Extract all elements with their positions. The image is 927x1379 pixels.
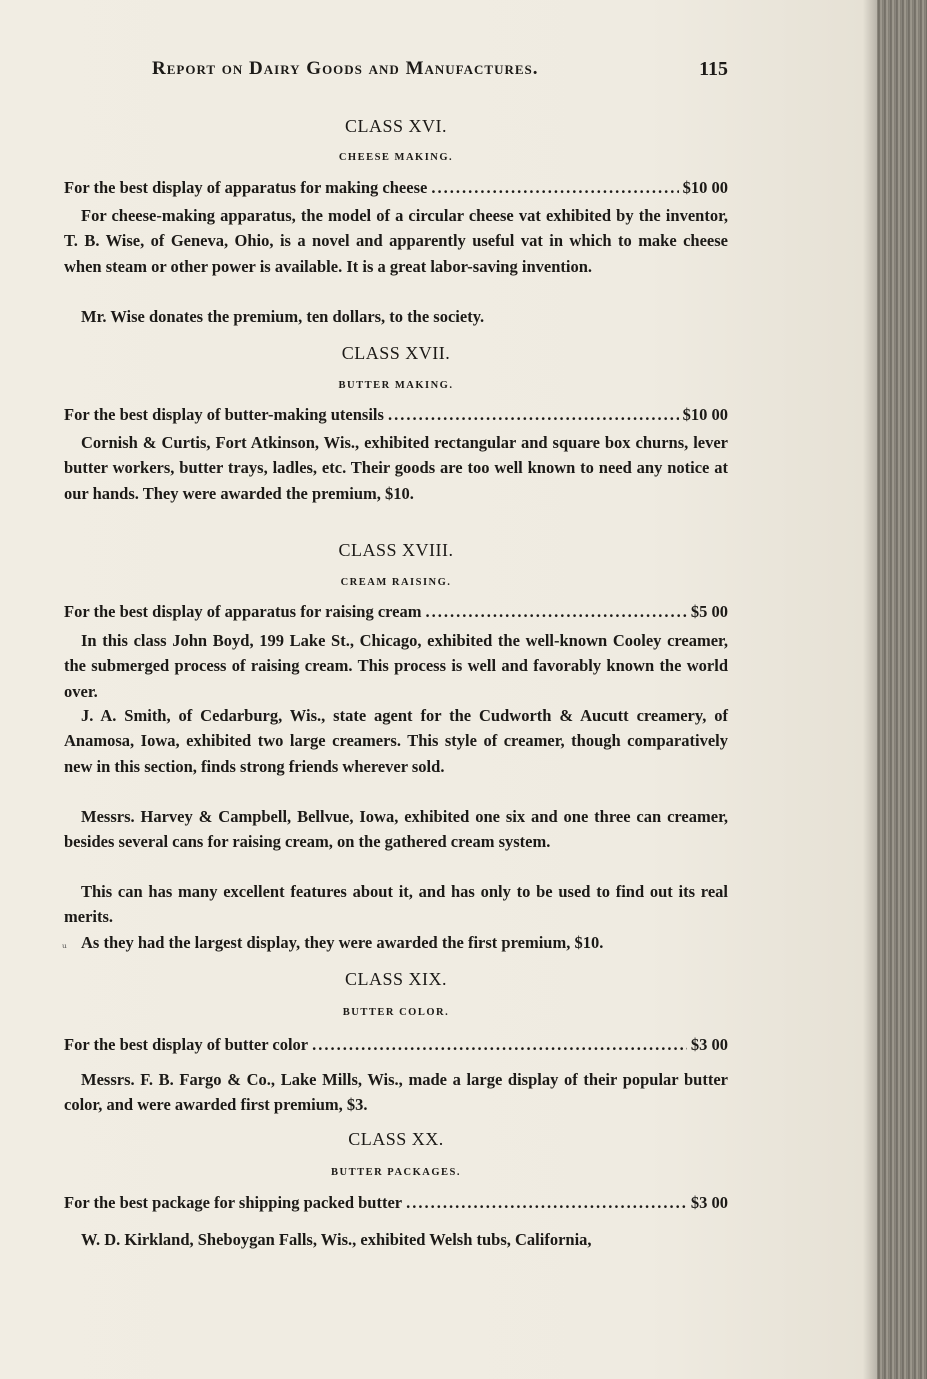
class-heading: CLASS XX.	[348, 1129, 444, 1149]
paragraph: This can has many excellent features about it, and has only to be used to find out its real merits.	[64, 882, 728, 927]
award-line	[64, 1035, 728, 1055]
award-line	[64, 178, 728, 198]
class-heading: CLASS XVIII.	[338, 540, 454, 560]
class-heading: CLASS XVI.	[344, 116, 447, 136]
paragraph: J. A. Smith, of Cedarburg, Wis., state agent for the Cudworth & Aucutt creamery, of Anamosa, Iowa, exhibited two large creamers. This style of creamer, though comparatively new in this section, finds strong friends wherever sold.	[64, 706, 728, 776]
running-title: Report on Dairy Goods and Manufactures.	[152, 58, 539, 79]
award-amount: $5 00	[690, 602, 728, 621]
leader-dots	[426, 602, 687, 622]
award-amount: $3 00	[690, 1193, 728, 1212]
running-header	[64, 58, 728, 84]
class-subtitle: CHEESE MAKING.	[338, 152, 454, 163]
class-subtitle: BUTTER PACKAGES.	[331, 1167, 461, 1178]
award-line	[64, 602, 728, 622]
award-line	[64, 405, 728, 425]
leader-dots	[312, 1035, 687, 1055]
award-text: For the best display of butter color	[64, 1035, 309, 1054]
page-edges	[877, 0, 927, 1379]
binding-shadow	[863, 0, 877, 1379]
award-amount: $10 00	[682, 405, 728, 424]
leader-dots	[431, 178, 678, 198]
paragraph: Mr. Wise donates the premium, ten dollars, to the society.	[81, 307, 485, 326]
class-subtitle: CREAM RAISING.	[340, 577, 452, 588]
paragraph: As they had the largest display, they were awarded the first premium, $10.	[81, 933, 604, 952]
class-heading: CLASS XVII.	[341, 343, 451, 363]
award-line	[64, 1193, 728, 1213]
ink-mark: ᵤ	[62, 937, 67, 951]
class-heading: CLASS XIX.	[344, 969, 447, 989]
class-subtitle: BUTTER MAKING.	[338, 380, 454, 391]
paragraph: Messrs. F. B. Fargo & Co., Lake Mills, Wis., made a large display of their popular butter color, and were awarded first premium, $3.	[64, 1070, 728, 1115]
award-text: For the best package for shipping packed butter	[64, 1193, 403, 1212]
award-text: For the best display of apparatus for making cheese	[64, 178, 428, 197]
leader-dots	[406, 1193, 687, 1213]
class-subtitle: BUTTER COLOR.	[342, 1007, 450, 1018]
award-amount: $10 00	[682, 178, 728, 197]
award-text: For the best display of apparatus for raising cream	[64, 602, 422, 621]
paragraph: For cheese-making apparatus, the model of a circular cheese vat exhibited by the inventor, T. B. Wise, of Geneva, Ohio, is a novel and apparently useful vat in which to make cheese when steam or other power is available. It is a great labor-saving invention.	[64, 206, 728, 276]
award-text: For the best display of butter-making utensils	[64, 405, 384, 424]
paragraph: Cornish & Curtis, Fort Atkinson, Wis., exhibited rectangular and square box churns, lever butter workers, butter trays, ladles, etc. Their goods are too well known to need any notice at our hands. They were awarded the premium, $10.	[64, 433, 728, 503]
page-number: 115	[699, 58, 728, 80]
paragraph: In this class John Boyd, 199 Lake St., Chicago, exhibited the well-known Cooley creamer, the submerged process of raising cream. This process is well and favorably known the world over.	[64, 631, 728, 701]
paragraph: W. D. Kirkland, Sheboygan Falls, Wis., exhibited Welsh tubs, California,	[81, 1230, 592, 1249]
award-amount: $3 00	[690, 1035, 728, 1054]
leader-dots	[388, 405, 679, 425]
paragraph: Messrs. Harvey & Campbell, Bellvue, Iowa, exhibited one six and one three can creamer, besides several cans for raising cream, on the gathered cream system.	[64, 807, 728, 852]
